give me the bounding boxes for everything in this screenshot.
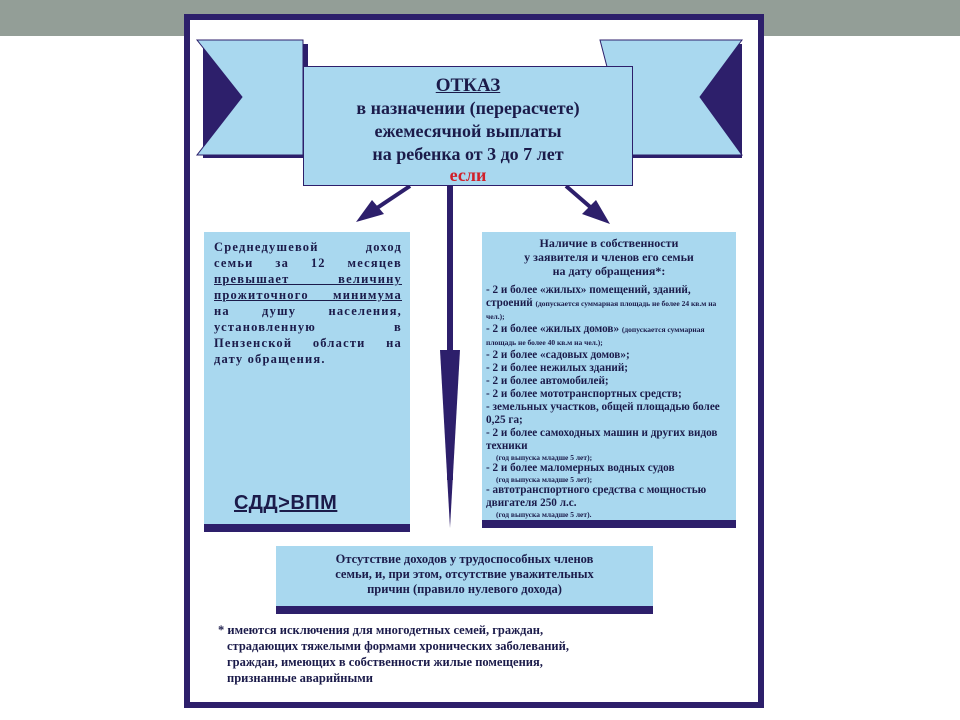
list-item-note: (год выпуска младше 5 лет);	[496, 475, 593, 484]
list-item-text: - 2 и более «жилых» помещений, зданий, строений	[486, 284, 691, 309]
title-line-2: ежемесячной выплаты	[374, 121, 562, 141]
arrow-left-head	[356, 200, 384, 222]
zero-income-line-2: семьи, и, при этом, отсутствие уважительных	[335, 567, 594, 581]
list-item	[486, 349, 730, 362]
title-box	[303, 66, 633, 186]
property-list	[482, 284, 736, 519]
zero-income-line-1: Отсутствие доходов у трудоспособных членов	[335, 552, 594, 566]
title-heading: ОТКАЗ	[435, 75, 501, 96]
list-item	[486, 427, 730, 462]
property-heading-line-1: Наличие в собственности	[539, 236, 679, 250]
list-item	[486, 375, 730, 388]
list-item-text: - 2 и более нежилых зданий;	[486, 362, 629, 374]
list-item-text: - 2 и более самоходных машин и других видов техники	[486, 427, 718, 452]
income-criterion-box	[204, 232, 410, 532]
list-item	[486, 484, 730, 519]
list-item-text: - земельных участков, общей площадью более 0,25 га;	[486, 401, 720, 426]
list-item	[486, 401, 730, 427]
property-heading	[482, 236, 736, 278]
footnote-line-1: * имеются исключения для многодетных семей, граждан,	[218, 623, 544, 637]
list-item	[486, 284, 730, 323]
formula-label: СДД>ВПМ	[234, 492, 338, 514]
list-item	[486, 362, 730, 375]
property-heading-line-2: у заявителя и членов его семьи	[524, 250, 694, 264]
arrow-center-head	[440, 350, 460, 528]
list-item	[486, 462, 730, 484]
list-item-text: - 2 и более маломерных водных судов	[486, 462, 675, 474]
footnote-line-3: граждан, имеющих в собственности жилые помещения,	[227, 655, 543, 669]
income-criterion-text	[204, 232, 410, 367]
list-item-text: - 2 и более «жилых домов»	[486, 323, 620, 335]
footnote-line-2: страдающих тяжелыми формами хронических заболеваний,	[227, 639, 569, 653]
property-criterion-box	[482, 232, 736, 528]
title-condition: если	[449, 165, 487, 185]
list-item	[486, 323, 730, 349]
zero-income-line-3: причин (правило нулевого дохода)	[367, 582, 562, 596]
list-item-text: - 2 и более автомобилей;	[486, 375, 609, 387]
income-text-part3: на душу населения, установленную в Пензенской области на дату обращения.	[214, 304, 402, 366]
footnote-line-4: признанные аварийными	[227, 671, 373, 685]
zero-income-box	[276, 546, 653, 614]
list-item-text: - автотранспортного средства с мощностью двигателя 250 л.с.	[486, 484, 707, 509]
list-item	[486, 388, 730, 401]
list-item-text: - 2 и более мототранспортных средств;	[486, 388, 682, 400]
footnote	[218, 622, 738, 686]
list-item-note: (допускается суммарная площадь не более 40 кв.м на чел.);	[486, 325, 705, 347]
list-item-text: - 2 и более «садовых домов»;	[486, 349, 630, 361]
income-text-part1: Среднедушевой доход семьи за 12 месяцев	[214, 240, 402, 270]
property-heading-line-3: на дату обращения*:	[552, 264, 666, 278]
title-line-3: на ребенка от 3 до 7 лет	[372, 144, 564, 164]
list-item-note: (год выпуска младше 5 лет);	[496, 453, 593, 462]
list-item-note: (год выпуска младше 5 лет).	[496, 510, 592, 519]
income-text-part2: превышает величину прожиточного минимума	[214, 272, 402, 302]
list-item-note: (допускается суммарная площадь не более 24 кв.м на чел.);	[486, 299, 717, 321]
title-line-1: в назначении (перерасчете)	[356, 98, 580, 118]
